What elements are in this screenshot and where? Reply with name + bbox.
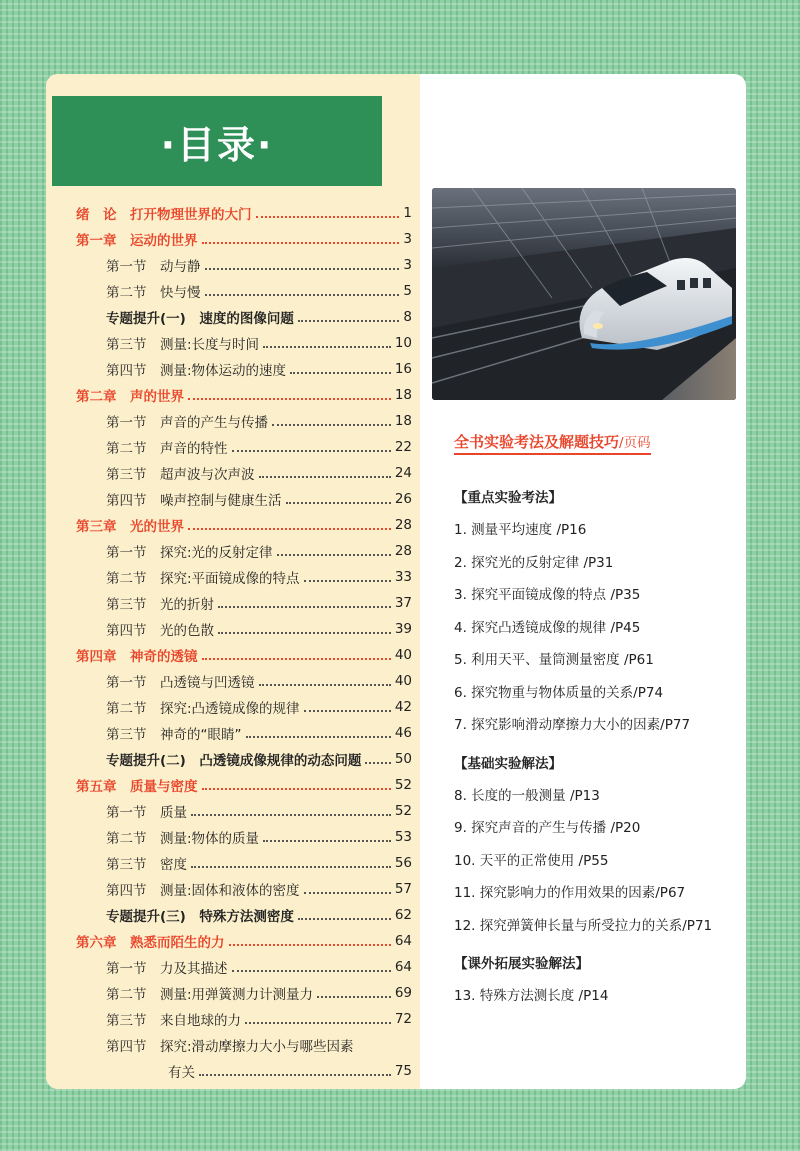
toc-label: 第一节 质量 [106, 805, 187, 821]
toc-page-number: 28 [394, 543, 412, 559]
experiment-item[interactable]: 10. 天平的正常使用 /P55 [454, 852, 609, 869]
toc-leader-dots [365, 762, 390, 764]
experiment-item[interactable]: 4. 探究凸透镜成像的规律 /P45 [454, 619, 641, 636]
experiment-item[interactable]: 3. 探究平面镜成像的特点 /P35 [454, 587, 641, 603]
experiment-item[interactable]: 11. 探究影响力的作用效果的因素/P67 [454, 885, 686, 901]
toc-page-number: 37 [394, 595, 412, 611]
toc-special-row[interactable] [76, 748, 412, 770]
toc-panel [46, 74, 420, 1089]
toc-section-row[interactable] [76, 618, 412, 640]
toc-section-row[interactable] [76, 488, 412, 510]
toc-leader-dots [298, 320, 400, 322]
toc-label: 第一节 力及其描述 [106, 961, 228, 977]
toc-leader-dots [232, 970, 391, 972]
toc-leader-dots [218, 632, 391, 634]
toc-chapter-row[interactable] [76, 774, 412, 796]
toc-leader-dots [263, 840, 391, 842]
toc-label: 专题提升(一) 速度的图像问题 [106, 311, 294, 327]
toc-page-number: 40 [394, 673, 412, 689]
toc-label: 第二节 快与慢 [106, 285, 201, 301]
toc-page-number: 22 [394, 439, 412, 455]
toc-page-number: 16 [394, 361, 412, 377]
high-speed-train-image [432, 188, 736, 400]
toc-page-number: 72 [394, 1011, 412, 1027]
toc-section-row[interactable] [76, 1060, 412, 1082]
toc-leader-dots [259, 684, 391, 686]
toc-section-row[interactable] [76, 436, 412, 458]
experiments-index-title [454, 431, 651, 455]
toc-chapter-row[interactable] [76, 384, 412, 406]
train-photo [432, 188, 736, 400]
toc-label: 第三节 测量:长度与时间 [106, 337, 260, 353]
toc-section-row[interactable] [76, 280, 412, 302]
toc-page-number: 10 [394, 335, 412, 351]
toc-leader-dots [304, 710, 391, 712]
toc-section-row[interactable] [76, 670, 412, 692]
toc-leader-dots [304, 892, 391, 894]
experiment-item[interactable]: 5. 利用天平、量筒测量密度 /P61 [454, 652, 654, 668]
toc-label: 第一节 声音的产生与传播 [106, 415, 268, 431]
toc-page-number: 18 [394, 387, 412, 403]
toc-section-row[interactable] [76, 956, 412, 978]
toc-label: 第四节 噪声控制与健康生活 [106, 493, 282, 509]
toc-section-row[interactable] [76, 1034, 412, 1056]
toc-page-number: 5 [403, 283, 412, 299]
toc-section-row[interactable] [76, 826, 412, 848]
toc-label: 第二节 声音的特性 [106, 441, 228, 457]
toc-label: 第四节 探究:滑动摩擦力大小与哪些因素 [106, 1039, 354, 1055]
toc-label: 第六章 熟悉而陌生的力 [76, 935, 225, 951]
toc-page-number: 46 [394, 725, 412, 741]
toc-section-row[interactable] [76, 254, 412, 276]
toc-label: 第五章 质量与密度 [76, 779, 198, 795]
toc-page-number: 40 [394, 647, 412, 663]
toc-chapter-row[interactable] [76, 514, 412, 536]
toc-label: 第三节 来自地球的力 [106, 1013, 241, 1029]
toc-label: 第三节 光的折射 [106, 597, 214, 613]
toc-leader-dots [202, 242, 400, 244]
toc-leader-dots [229, 944, 391, 946]
toc-label: 第二节 探究:凸透镜成像的规律 [106, 701, 300, 717]
toc-section-row[interactable] [76, 722, 412, 744]
toc-page-number: 8 [403, 309, 412, 325]
toc-label: 第二节 测量:用弹簧测力计测量力 [106, 987, 314, 1003]
toc-leader-dots [246, 736, 391, 738]
toc-leader-dots [259, 476, 391, 478]
toc-label: 第四节 测量:物体运动的速度 [106, 363, 287, 379]
toc-label: 有关 [168, 1065, 195, 1081]
toc-section-row[interactable] [76, 332, 412, 354]
toc-chapter-row[interactable] [76, 202, 412, 224]
toc-page-number: 50 [394, 751, 412, 767]
toc-leader-dots [290, 372, 391, 374]
toc-leader-dots [277, 554, 391, 556]
toc-leader-dots [202, 788, 391, 790]
toc-chapter-row[interactable] [76, 644, 412, 666]
toc-label: 第一章 运动的世界 [76, 233, 198, 249]
toc-page-number: 52 [394, 777, 412, 793]
toc-section-row[interactable] [76, 1008, 412, 1030]
toc-page-number: 28 [394, 517, 412, 533]
toc-label: 第四节 光的色散 [106, 623, 214, 639]
toc-section-row[interactable] [76, 982, 412, 1004]
toc-leader-dots [218, 606, 391, 608]
toc-section-row[interactable] [76, 566, 412, 588]
toc-label: 第三节 超声波与次声波 [106, 467, 255, 483]
toc-label: 绪 论 打开物理世界的大门 [76, 207, 252, 223]
toc-special-row[interactable] [76, 306, 412, 328]
toc-page-number: 18 [394, 413, 412, 429]
toc-label: 第二章 声的世界 [76, 389, 184, 405]
toc-page-number: 42 [394, 699, 412, 715]
toc-section-row[interactable] [76, 592, 412, 614]
toc-page-number: 52 [394, 803, 412, 819]
contents-page [46, 74, 746, 1089]
toc-label: 第一节 动与静 [106, 259, 201, 275]
title-banner [52, 96, 382, 186]
experiment-group-heading: 【重点实验考法】 [454, 490, 562, 506]
experiment-group-heading: 【课外拓展实验解法】 [454, 956, 589, 972]
toc-leader-dots [298, 918, 391, 920]
toc-section-row[interactable] [76, 800, 412, 822]
toc-page-number: 26 [394, 491, 412, 507]
toc-page-number: 33 [394, 569, 412, 585]
experiment-item[interactable]: 9. 探究声音的产生与传播 /P20 [454, 820, 641, 836]
toc-label: 第三节 密度 [106, 857, 187, 873]
toc-section-row[interactable] [76, 358, 412, 380]
toc-label: 第三章 光的世界 [76, 519, 184, 535]
experiment-item[interactable]: 7. 探究影响滑动摩擦力大小的因素/P77 [454, 717, 691, 733]
toc-label: 第二节 测量:物体的质量 [106, 831, 260, 847]
toc-page-number: 39 [394, 621, 412, 637]
experiments-title-suffix: /页码 [619, 435, 651, 451]
toc-page-number: 64 [394, 959, 412, 975]
toc-label: 第二节 探究:平面镜成像的特点 [106, 571, 300, 587]
toc-chapter-row[interactable] [76, 228, 412, 250]
experiment-item[interactable]: 1. 测量平均速度 /P16 [454, 522, 587, 538]
toc-leader-dots [205, 268, 400, 270]
experiment-item[interactable]: 6. 探究物重与物体质量的关系/P74 [454, 684, 664, 701]
toc-section-row[interactable] [76, 878, 412, 900]
toc-page-number: 1 [403, 205, 412, 221]
toc-page-number: 56 [394, 855, 412, 871]
toc-leader-dots [263, 346, 391, 348]
experiment-item[interactable]: 8. 长度的一般测量 /P13 [454, 787, 600, 804]
toc-section-row[interactable] [76, 852, 412, 874]
toc-leader-dots [188, 528, 391, 530]
toc-special-row[interactable] [76, 904, 412, 926]
toc-leader-dots [245, 1022, 391, 1024]
toc-page-number: 64 [394, 933, 412, 949]
toc-leader-dots [286, 502, 391, 504]
toc-leader-dots [191, 814, 391, 816]
toc-leader-dots [205, 294, 400, 296]
toc-page-number: 53 [394, 829, 412, 845]
toc-label: 第一节 探究:光的反射定律 [106, 545, 273, 561]
toc-label: 第一节 凸透镜与凹透镜 [106, 675, 255, 691]
toc-section-row[interactable] [76, 540, 412, 562]
toc-leader-dots [317, 996, 391, 998]
toc-page-number: 24 [394, 465, 412, 481]
toc-label: 专题提升(三) 特殊方法测密度 [106, 909, 294, 925]
toc-label: 第四章 神奇的透镜 [76, 649, 198, 665]
experiment-item[interactable]: 2. 探究光的反射定律 /P31 [454, 554, 614, 571]
toc-leader-dots [256, 216, 400, 218]
toc-label: 专题提升(二) 凸透镜成像规律的动态问题 [106, 753, 362, 769]
experiment-group-heading: 【基础实验解法】 [454, 755, 562, 772]
toc-section-row[interactable] [76, 462, 412, 484]
toc-leader-dots [191, 866, 391, 868]
experiment-item[interactable]: 13. 特殊方法测长度 /P14 [454, 988, 609, 1004]
toc-label: 第三节 神奇的“眼睛” [106, 727, 242, 743]
toc-page-number: 3 [403, 257, 412, 273]
toc-page-number: 57 [394, 881, 412, 897]
toc-leader-dots [272, 424, 391, 426]
toc-page-number: 69 [394, 985, 412, 1001]
toc-leader-dots [188, 398, 391, 400]
toc-leader-dots [199, 1074, 391, 1076]
toc-leader-dots [232, 450, 391, 452]
toc-leader-dots [202, 658, 391, 660]
toc-section-row[interactable] [76, 696, 412, 718]
toc-page-number: 3 [403, 231, 412, 247]
toc-leader-dots [304, 580, 391, 582]
toc-section-row[interactable] [76, 410, 412, 432]
toc-label: 第四节 测量:固体和液体的密度 [106, 883, 300, 899]
toc-page-number: 62 [394, 907, 412, 923]
toc-chapter-row[interactable] [76, 930, 412, 952]
page-title: ·目录· [160, 122, 274, 167]
experiment-item[interactable]: 12. 探究弹簧伸长量与所受拉力的关系/P71 [454, 917, 713, 934]
toc-page-number: 75 [394, 1063, 412, 1079]
experiments-title-main: 全书实验考法及解题技巧 [454, 433, 620, 451]
